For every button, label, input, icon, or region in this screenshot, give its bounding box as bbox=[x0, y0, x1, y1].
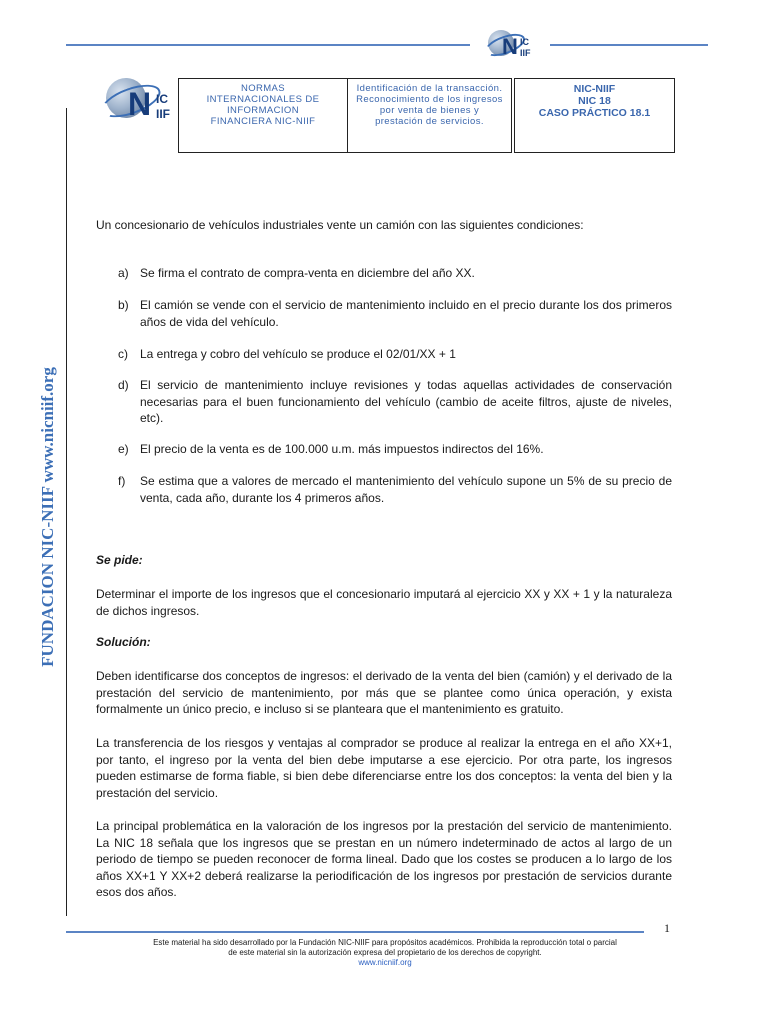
solucion-paragraph-1: Deben identificarse dos conceptos de ingresos: el derivado de la venta del bien (camión) y el derivado de la prestación del servicio de mantenimiento, por más que se plantee como única operación, y exista formalmente un único precio, e incluso si se planteara que el mantenimiento es gratuito. bbox=[96, 669, 672, 716]
header-box-norms: NORMAS INTERNACIONALES DE INFORMACION FINANCIERA NIC-NIIF bbox=[178, 78, 348, 153]
nic-niif-logo-small: N IC IIF bbox=[484, 28, 544, 62]
list-item: a) Se firma el contrato de compra-venta en diciembre del año XX. bbox=[118, 266, 475, 280]
footer-line-1: Este material ha sido desarrollado por la Fundación NIC-NIIF para propósitos académicos. Prohibida la reproducción total o parcial bbox=[153, 938, 617, 947]
sidebar-rule bbox=[66, 108, 67, 916]
header-rule-left bbox=[66, 44, 470, 46]
footer-rule bbox=[66, 931, 644, 933]
nic-niif-logo: N IC IIF bbox=[100, 76, 180, 128]
case-line-2: NIC 18 bbox=[578, 95, 611, 107]
case-line-3: CASO PRÁCTICO 18.1 bbox=[538, 107, 651, 119]
footer-notice bbox=[90, 938, 680, 968]
footer-line-2: de este material sin la autorización expresa del propietario de los derechos de copyright. bbox=[228, 948, 542, 957]
case-line-1: NIC-NIIF bbox=[573, 83, 616, 95]
list-item: b) El camión se vende con el servicio de mantenimiento incluido en el precio durante los dos primeros años de vida del vehículo. bbox=[118, 298, 672, 329]
header-box-case bbox=[514, 78, 675, 153]
solucion-heading: Solución: bbox=[96, 635, 151, 649]
solucion-paragraph-3: La principal problemática en la valoración de los ingresos por la prestación del servicio de mantenimiento. La NIC 18 señala que los ingresos que se prestan en un número indeterminado de actos al largo de un periodo de tiempo se pueden reconocer de forma lineal. Dado que los costes se producen a lo largo de los años XX+1 Y XX+2 deberá realizarse la periodificación de los ingresos por prestación de servicios durante esos dos años. bbox=[96, 819, 672, 899]
se-pide-heading: Se pide: bbox=[96, 553, 143, 567]
header-rule-right bbox=[550, 44, 708, 46]
se-pide-paragraph: Determinar el importe de los ingresos que el concesionario imputará al ejercicio XX y XX + 1 y la naturaleza de dichos ingresos. bbox=[96, 587, 672, 618]
list-item: c) La entrega y cobro del vehículo se produce el 02/01/XX + 1 bbox=[118, 347, 456, 361]
header-box-topic: Identificación de la transacción. Reconocimiento de los ingresos por venta de bienes y prestación de servicios. bbox=[347, 78, 512, 153]
intro-paragraph: Un concesionario de vehículos industriales vente un camión con las siguientes condiciones: bbox=[96, 218, 584, 232]
list-item: f) Se estima que a valores de mercado el mantenimiento del vehículo supone un 5% de su precio de venta, cada año, durante los 4 primeros años. bbox=[118, 474, 672, 505]
footer-link[interactable]: www.nicniif.org bbox=[358, 958, 412, 967]
solucion-paragraph-2: La transferencia de los riesgos y ventajas al comprador se produce al realizar la entrega en el año XX+1, por tanto, el ingreso por la venta del bien debe imputarse a ese ejercicio. Por otra parte, los ingresos pueden estimarse de forma fiable, si bien debe diferenciarse entre los dos conceptos: la venta del bien y la prestación del servicio. bbox=[96, 736, 672, 800]
list-item: d) El servicio de mantenimiento incluye revisiones y todas aquellas actividades de conservación necesarias para el buen funcionamiento del vehículo (cambio de aceite filtros, ajuste de niveles, etc). bbox=[118, 378, 672, 425]
page-number: 1 bbox=[664, 921, 670, 935]
list-item: e) El precio de la venta es de 100.000 u.m. más impuestos indirectos del 16%. bbox=[118, 442, 544, 456]
